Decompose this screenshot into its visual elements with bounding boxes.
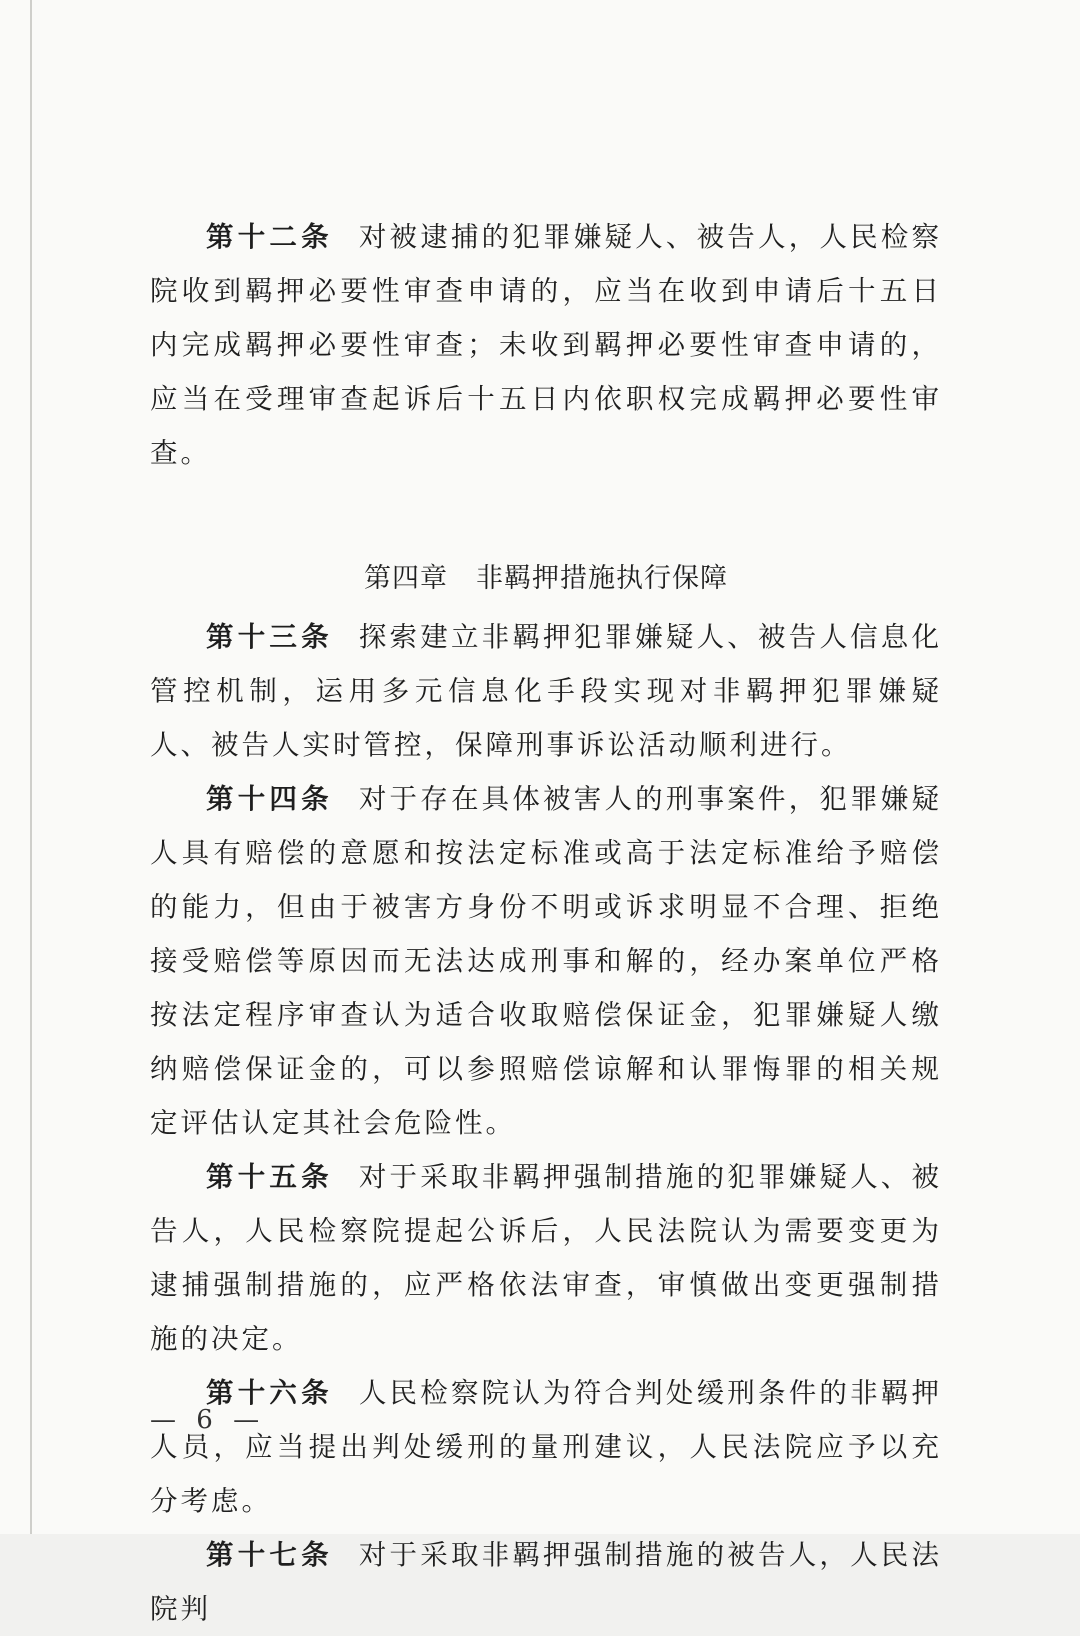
article-title: 第十二条 (206, 221, 333, 253)
article-text: 对被逮捕的犯罪嫌疑人、被告人，人民检察院收到羁押必要性审查申请的，应当在收到申请后十五日内完成羁押必要性审查；未收到羁押必要性审查申请的，应当在受理审查起诉后十五日内依职权完成羁押必要性审查。 (150, 221, 943, 469)
article-text: 对于采取非羁押强制措施的犯罪嫌疑人、被告人，人民检察院提起公诉后，人民法院认为需要变更为逮捕强制措施的，应严格依法审查，审慎做出变更强制措施的决定。 (150, 1161, 943, 1355)
article-title: 第十五条 (206, 1161, 333, 1193)
article-title: 第十四条 (206, 783, 333, 815)
article-16 (150, 1366, 942, 1528)
page-number: — 6 — (150, 1405, 266, 1435)
article-13 (150, 610, 942, 772)
article-text: 对于采取非羁押强制措施的被告人，人民法院判 (150, 1539, 943, 1625)
article-17 (150, 1528, 942, 1636)
chapter-heading (150, 552, 942, 606)
article-title: 第十三条 (206, 621, 333, 653)
chapter-title: 非羁押措施执行保障 (476, 563, 728, 594)
article-title: 第十六条 (206, 1377, 333, 1409)
article-12 (150, 210, 942, 480)
article-text: 探索建立非羁押犯罪嫌疑人、被告人信息化管控机制，运用多元信息化手段实现对非羁押犯罪嫌疑人、被告人实时管控，保障刑事诉讼活动顺利进行。 (150, 621, 943, 761)
article-text: 人民检察院认为符合判处缓刑条件的非羁押人员，应当提出判处缓刑的量刑建议，人民法院应予以充分考虑。 (150, 1377, 943, 1517)
document-body (150, 210, 942, 1636)
chapter-number: 第四章 (364, 563, 448, 594)
article-15 (150, 1150, 942, 1366)
article-14 (150, 772, 942, 1150)
article-title: 第十七条 (206, 1539, 333, 1571)
article-text: 对于存在具体被害人的刑事案件，犯罪嫌疑人具有赔偿的意愿和按法定标准或高于法定标准给予赔偿的能力，但由于被害方身份不明或诉求明显不合理、拒绝接受赔偿等原因而无法达成刑事和解的，经办案单位严格按法定程序审查认为适合收取赔偿保证金，犯罪嫌疑人缴纳赔偿保证金的，可以参照赔偿谅解和认罪悔罪的相关规定评估认定其社会危险性。 (150, 783, 943, 1139)
binding-margin-line (30, 0, 32, 1534)
